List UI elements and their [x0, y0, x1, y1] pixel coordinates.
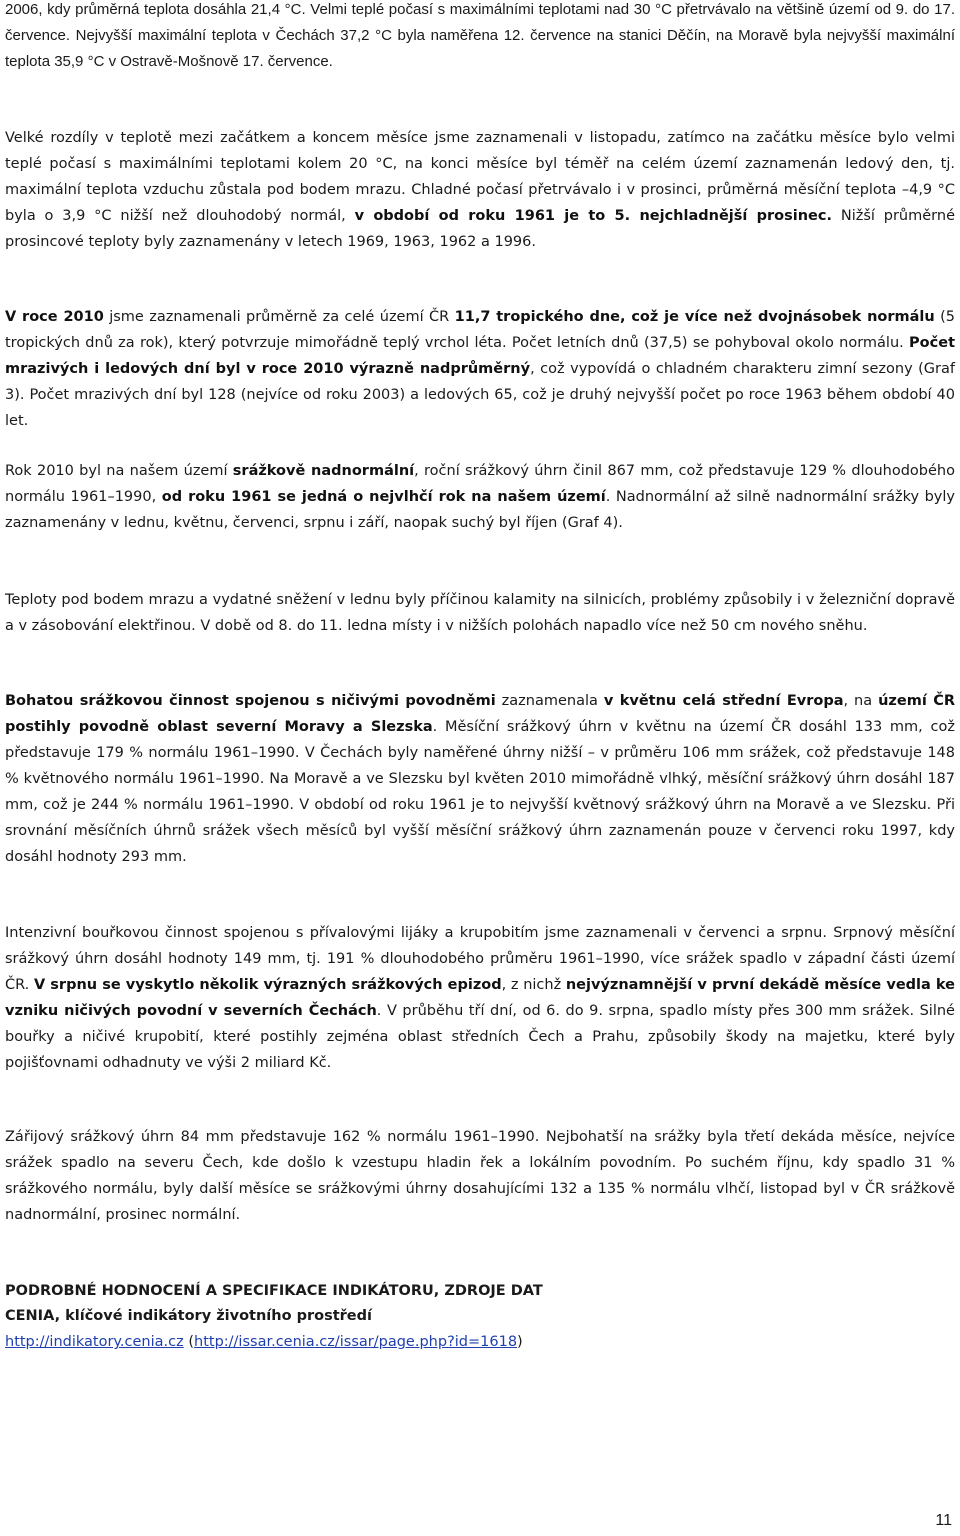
text-run: (5 tropických dnů za rok), který potvrzuje mimořádně teplý vrchol léta. Počet letních dnů (37,5) se pohyboval okolo normálu.: [5, 309, 956, 351]
bold-run: V roce 2010: [5, 309, 104, 325]
text-run: jsme zaznamenali průměrně za celé území ČR: [103, 309, 455, 325]
link-indikatory-cenia[interactable]: http://indikatory.cenia.cz: [5, 1334, 184, 1350]
bold-run: Počet mrazivých i ledových dní byl v roce 2010 výrazně nadprůměrný: [5, 335, 955, 377]
text-run: , roční srážkový úhrn činil 867 mm, což představuje 129 % dlouhodobého normálu 1961–1990,: [5, 463, 955, 505]
link-paren-open: (: [183, 1334, 195, 1350]
link-issar-cenia[interactable]: http://issar.cenia.cz/issar/page.php?id=1618: [194, 1334, 518, 1350]
source-links: [5, 1329, 955, 1355]
paragraph-2006-summary: [5, 0, 955, 75]
text-run: zaznamenala: [495, 693, 604, 709]
bold-run: V srpnu se vyskytlo několik výrazných srážkových epizod: [33, 977, 502, 993]
bold-run: Bohatou srážkovou činnost spojenou s ničivými povodněmi: [5, 693, 496, 709]
bold-run: nejvýznamnější v první dekádě měsíce vedla ke vzniku ničivých povodní v severních Čechách: [5, 977, 955, 1019]
paragraph-may-floods: [5, 688, 955, 870]
text-run: , což vypovídá o chladném charakteru zimní sezony (Graf 3). Počet mrazivých dní byl 128 (nejvíce od roku 2003) a ledových 65, což je druhý nejvyšší počet po roce 1963 během období 40 let.: [5, 361, 955, 429]
text-run: . Nadnormální až silně nadnormální srážky byly zaznamenány v lednu, květnu, červenci, srpnu i září, naopak suchý byl říjen (Graf 4).: [5, 489, 955, 531]
page-number: 11: [935, 1512, 952, 1529]
bold-run: od roku 1961 se jedná o nejvlhčí rok na našem území: [161, 489, 606, 505]
text-run: , z nichž: [501, 977, 566, 993]
details-subheading: CENIA, klíčové indikátory životního prostředí: [5, 1308, 372, 1324]
text-run: Teploty pod bodem mrazu a vydatné sněžení v lednu byly příčinou kalamity na silnicích, problémy způsobily i v železniční dopravě a v zásobování elektřinou. V době od 8. do 11. ledna místy i v nižších polohách napadlo více než 50 cm nového sněhu.: [5, 592, 955, 634]
paragraph-november-december: [5, 125, 955, 255]
paragraph-tropical-days: [5, 304, 955, 434]
details-heading: PODROBNÉ HODNOCENÍ A SPECIFIKACE INDIKÁTORU, ZDROJE DAT: [5, 1283, 543, 1299]
bold-run: v květnu celá střední Evropa: [603, 693, 844, 709]
link-paren-close: ): [517, 1334, 523, 1350]
text-run: Rok 2010 byl na našem území: [5, 463, 233, 479]
text-run: Velké rozdíly v teplotě mezi začátkem a koncem měsíce jsme zaznamenali v listopadu, zatímco na začátku měsíce bylo velmi teplé počasí s maximálními teplotami kolem 20 °C, na konci měsíce byl téměř na celém území zaznamenán ledový den, tj. maximální teplota vzduchu zůstala pod bodem mrazu. Chladné počasí přetrvávalo i v prosinci, průměrná měsíční teplota –4,9 °C byla o 3,9 °C nižší než dlouhodobý normál,: [5, 130, 955, 224]
text-run: Zářijový srážkový úhrn 84 mm představuje 162 % normálu 1961–1990. Nejbohatší na srážky byla třetí dekáda měsíce, nejvíce srážek spadlo na severu Čech, kde došlo k vzestupu hladin řek a lokálním povodním. Po suchém říjnu, kdy spadlo 31 % srážkového normálu, byly další měsíce se srážkovými úhrny dosahujícími 132 a 135 % normálu vlhčí, listopad byl v ČR srážkově nadnormální, prosinec normální.: [5, 1129, 955, 1223]
text-run: . Měsíční srážkový úhrn v květnu na území ČR dosáhl 133 mm, což představuje 179 % normálu 1961–1990. V Čechách byly naměřené úhrny nižší – v průměru 106 mm srážek, což představuje 148 % květnového normálu 1961–1990. Na Moravě a ve Slezsku byl květen 2010 mimořádně vlhký, měsíční srážkový úhrn dosáhl 187 mm, což je 244 % normálu 1961–1990. V období od roku 1961 je to nejvyšší květnový srážkový úhrn na Moravě a ve Slezsku. Při srovnání měsíčních úhrnů srážek všech měsíců byl vyšší měsíční srážkový úhrn zaznamenán pouze v červenci roku 1997, kdy dosáhl hodnoty 293 mm.: [5, 719, 955, 865]
paragraph-january-snow: [5, 587, 955, 639]
bold-run: v období od roku 1961 je to 5. nejchladnější prosinec.: [354, 208, 832, 224]
paragraph-precipitation-2010: [5, 458, 955, 536]
paragraph-september: [5, 1124, 955, 1228]
text-run: . V průběhu tří dní, od 6. do 9. srpna, spadlo místy přes 300 mm srážek. Silné bouřky a ničivé krupobití, které postihly zejména oblast středních Čech a Prahu, způsobily škody na majetku, které byly pojišťovnami odhadnuty ve výši 2 miliard Kč.: [5, 1003, 955, 1071]
text-run: 2006, kdy průměrná teplota dosáhla 21,4 °C. Velmi teplé počasí s maximálními teplotami nad 30 °C přetrvávalo na většině území od 9. do 17. července. Nejvyšší maximální teplota v Čechách 37,2 °C byla naměřena 12. července na stanici Děčín, na Moravě byla nejvyšší maximální teplota 35,9 °C v Ostravě-Mošnově 17. července.: [5, 1, 955, 70]
text-run: , na: [843, 693, 879, 709]
paragraph-august-storms: [5, 920, 955, 1076]
bold-run: 11,7 tropického dne, což je více než dvojnásobek normálu: [454, 309, 935, 325]
text-run: Intenzivní bouřkovou činnost spojenou s přívalovými lijáky a krupobitím jsme zaznamenali v červenci a srpnu. Srpnový měsíční srážkový úhrn dosáhl hodnoty 149 mm, tj. 191 % dlouhodobého průměru 1961–1990, více srážek spadlo v západní části území ČR.: [5, 925, 955, 993]
text-run: Nižší průměrné prosincové teploty byly zaznamenány v letech 1969, 1963, 1962 a 1996.: [5, 208, 955, 250]
bold-run: srážkově nadnormální: [232, 463, 415, 479]
bold-run: území ČR postihly povodně oblast severní Moravy a Slezska: [5, 693, 955, 735]
